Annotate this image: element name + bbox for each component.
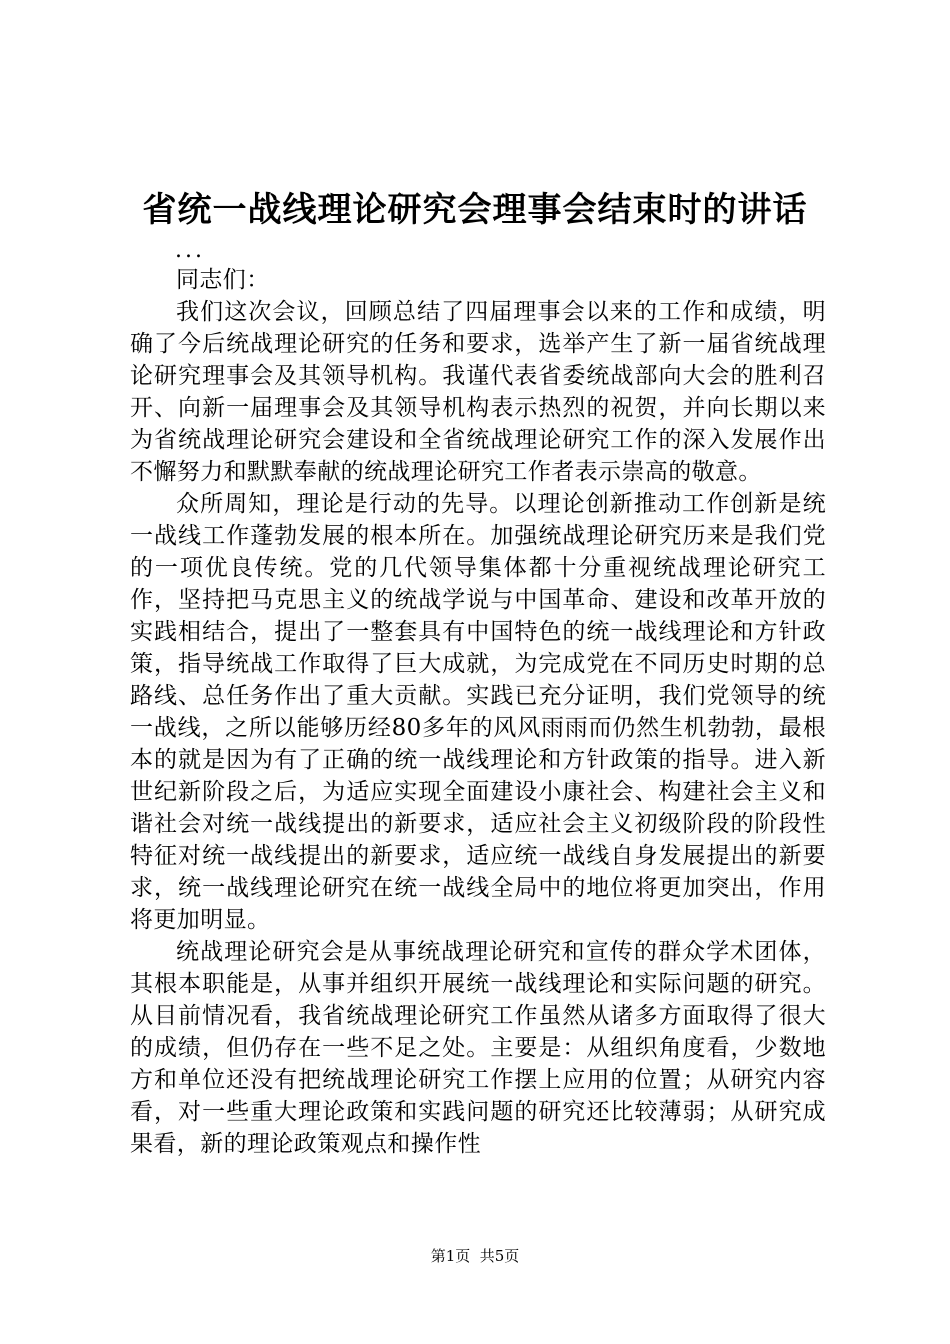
document-title: 省统一战线理论研究会理事会结束时的讲话: [142, 190, 808, 230]
paragraph-1: 我们这次会议，回顾总结了四届理事会以来的工作和成绩，明确了今后统战理论研究的任务和要求，选举产生了新一届省统战理论研究理事会及其领导机构。我谨代表省委统战部向大会的胜利召开、向新一届理事会及其领导机构表示热烈的祝贺，并向长期以来为省统战理论研究会建设和全省统战理论研究工作的深入发展作出不懈努力和默默奉献的统战理论研究工作者表示崇高的敬意。: [130, 299, 826, 485]
salutation: 同志们：: [176, 267, 270, 293]
paragraph-3: 统战理论研究会是从事统战理论研究和宣传的群众学术团体，其根本职能是，从事并组织开展统一战线理论和实际问题的研究。从目前情况看，我省统战理论研究工作虽然从诸多方面取得了很大的成绩，但仍存在一些不足之处。主要是：从组织角度看，少数地方和单位还没有把统战理论研究工作摆上应用的位置；从研究内容看，对一些重大理论政策和实践问题的研究还比较薄弱；从研究成果看，新的理论政策观点和操作性: [130, 939, 826, 1157]
page-footer: 第1页 共5页: [430, 1247, 520, 1265]
ellipsis-mark: ...: [175, 238, 205, 263]
document-body: [130, 264, 826, 1160]
paragraph-2: 众所周知，理论是行动的先导。以理论创新推动工作创新是统一战线工作蓬勃发展的根本所在。加强统战理论研究历来是我们党的一项优良传统。党的几代领导集体都十分重视统战理论研究工作，坚持把马克思主义的统战学说与中国革命、建设和改革开放的实践相结合，提出了一整套具有中国特色的统一战线理论和方针政策，指导统战工作取得了巨大成就，为完成党在不同历史时期的总路线、总任务作出了重大贡献。实践已充分证明，我们党领导的统一战线，之所以能够历经80多年的风风雨雨而仍然生机勃勃，最根本的就是因为有了正确的统一战线理论和方针政策的指导。进入新世纪新阶段之后，为适应实现全面建设小康社会、构建社会主义和谐社会对统一战线提出的新要求，适应社会主义初级阶段的阶段性特征对统一战线提出的新要求，适应统一战线自身发展提出的新要求，统一战线理论研究在统一战线全局中的地位将更加突出，作用将更加明显。: [130, 491, 826, 933]
